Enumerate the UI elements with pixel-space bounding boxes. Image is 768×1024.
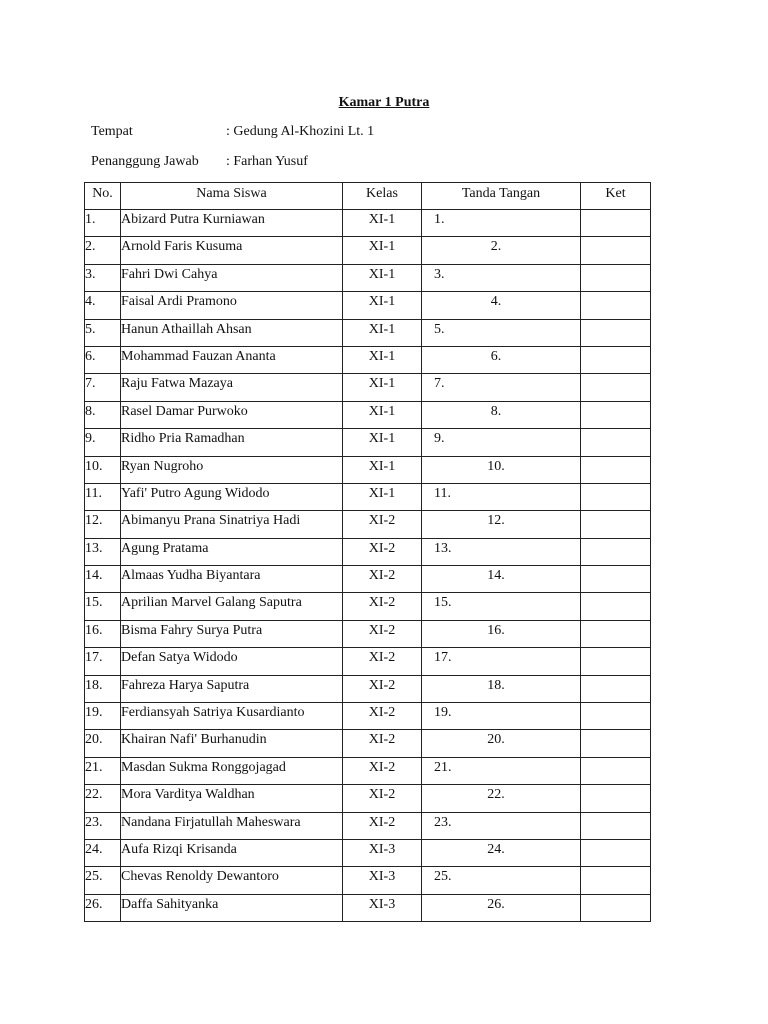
note-cell[interactable]: [581, 511, 651, 538]
table-row: [85, 812, 651, 839]
table-header-row: [85, 183, 651, 210]
place-label: Tempat: [91, 124, 133, 139]
student-name: Chevas Renoldy Dewantoro: [121, 867, 343, 894]
signature-cell[interactable]: 1.: [422, 210, 581, 237]
row-number: 12.: [85, 511, 121, 538]
row-number: 18.: [85, 675, 121, 702]
student-class: XI-1: [343, 401, 422, 428]
student-class: XI-2: [343, 785, 422, 812]
person-in-charge-value: : Farhan Yusuf: [226, 154, 308, 169]
table-row: [85, 210, 651, 237]
row-number: 16.: [85, 620, 121, 647]
student-class: XI-1: [343, 264, 422, 291]
student-name: Arnold Faris Kusuma: [121, 237, 343, 264]
student-class: XI-2: [343, 566, 422, 593]
student-class: XI-3: [343, 839, 422, 866]
signature-cell[interactable]: 20.: [422, 730, 581, 757]
student-name: Nandana Firjatullah Maheswara: [121, 812, 343, 839]
row-number: 10.: [85, 456, 121, 483]
student-class: XI-1: [343, 319, 422, 346]
student-name: Abizard Putra Kurniawan: [121, 210, 343, 237]
student-class: XI-2: [343, 593, 422, 620]
student-name: Bisma Fahry Surya Putra: [121, 620, 343, 647]
student-name: Daffa Sahityanka: [121, 894, 343, 921]
student-class: XI-2: [343, 757, 422, 784]
signature-cell[interactable]: 23.: [422, 812, 581, 839]
signature-cell[interactable]: 9.: [422, 429, 581, 456]
row-number: 13.: [85, 538, 121, 565]
note-cell[interactable]: [581, 264, 651, 291]
signature-cell[interactable]: 19.: [422, 703, 581, 730]
note-cell[interactable]: [581, 319, 651, 346]
table-row: [85, 648, 651, 675]
table-row: [85, 319, 651, 346]
note-cell[interactable]: [581, 730, 651, 757]
student-class: XI-3: [343, 867, 422, 894]
signature-cell[interactable]: 21.: [422, 757, 581, 784]
student-class: XI-1: [343, 292, 422, 319]
table-row: [85, 483, 651, 510]
student-class: XI-1: [343, 237, 422, 264]
student-class: XI-1: [343, 210, 422, 237]
signature-cell[interactable]: 13.: [422, 538, 581, 565]
student-class: XI-2: [343, 675, 422, 702]
table-row: [85, 401, 651, 428]
table-row: [85, 620, 651, 647]
student-class: XI-1: [343, 483, 422, 510]
signature-cell[interactable]: 5.: [422, 319, 581, 346]
table-row: [85, 237, 651, 264]
student-class: XI-3: [343, 894, 422, 921]
table-row: [85, 538, 651, 565]
row-number: 11.: [85, 483, 121, 510]
note-cell[interactable]: [581, 456, 651, 483]
row-number: 15.: [85, 593, 121, 620]
row-number: 9.: [85, 429, 121, 456]
place-value: : Gedung Al-Khozini Lt. 1: [226, 124, 374, 139]
note-cell[interactable]: [581, 867, 651, 894]
signature-cell[interactable]: 2.: [422, 237, 581, 264]
note-cell[interactable]: [581, 812, 651, 839]
student-name: Ridho Pria Ramadhan: [121, 429, 343, 456]
signature-cell[interactable]: 3.: [422, 264, 581, 291]
signature-cell[interactable]: 8.: [422, 401, 581, 428]
note-cell[interactable]: [581, 374, 651, 401]
row-number: 8.: [85, 401, 121, 428]
row-number: 26.: [85, 894, 121, 921]
page-title: Kamar 1 Putra: [338, 95, 430, 110]
table-row: [85, 785, 651, 812]
row-number: 19.: [85, 703, 121, 730]
place-row: [91, 122, 374, 142]
student-class: XI-1: [343, 429, 422, 456]
student-name: Fahri Dwi Cahya: [121, 264, 343, 291]
note-cell[interactable]: [581, 566, 651, 593]
note-cell[interactable]: [581, 620, 651, 647]
student-name: Masdan Sukma Ronggojagad: [121, 757, 343, 784]
signature-cell[interactable]: 11.: [422, 483, 581, 510]
student-class: XI-2: [343, 511, 422, 538]
signature-cell[interactable]: 26.: [422, 894, 581, 921]
table-row: [85, 566, 651, 593]
note-cell[interactable]: [581, 401, 651, 428]
table-row: [85, 867, 651, 894]
table-row: [85, 264, 651, 291]
table-row: [85, 593, 651, 620]
student-name: Mora Varditya Waldhan: [121, 785, 343, 812]
student-class: XI-2: [343, 730, 422, 757]
signature-cell[interactable]: 10.: [422, 456, 581, 483]
row-number: 1.: [85, 210, 121, 237]
student-name: Abimanyu Prana Sinatriya Hadi: [121, 511, 343, 538]
table-row: [85, 839, 651, 866]
signature-cell[interactable]: 24.: [422, 839, 581, 866]
note-cell[interactable]: [581, 429, 651, 456]
note-cell[interactable]: [581, 675, 651, 702]
signature-cell[interactable]: 25.: [422, 867, 581, 894]
signature-cell[interactable]: 4.: [422, 292, 581, 319]
signature-cell[interactable]: 18.: [422, 675, 581, 702]
student-name: Aufa Rizqi Krisanda: [121, 839, 343, 866]
student-name: Fahreza Harya Saputra: [121, 675, 343, 702]
note-cell[interactable]: [581, 839, 651, 866]
signature-cell[interactable]: 6.: [422, 346, 581, 373]
note-cell[interactable]: [581, 785, 651, 812]
student-roster-table: [84, 182, 651, 922]
note-cell[interactable]: [581, 703, 651, 730]
note-cell[interactable]: [581, 538, 651, 565]
student-name: Raju Fatwa Mazaya: [121, 374, 343, 401]
header-name: Nama Siswa: [121, 183, 343, 210]
note-cell[interactable]: [581, 483, 651, 510]
signature-cell[interactable]: 14.: [422, 566, 581, 593]
table-row: [85, 456, 651, 483]
table-row: [85, 374, 651, 401]
student-class: XI-1: [343, 456, 422, 483]
row-number: 25.: [85, 867, 121, 894]
table-row: [85, 757, 651, 784]
note-cell[interactable]: [581, 210, 651, 237]
student-name: Agung Pratama: [121, 538, 343, 565]
row-number: 21.: [85, 757, 121, 784]
student-name: Yafi' Putro Agung Widodo: [121, 483, 343, 510]
row-number: 3.: [85, 264, 121, 291]
row-number: 4.: [85, 292, 121, 319]
note-cell[interactable]: [581, 593, 651, 620]
student-name: Faisal Ardi Pramono: [121, 292, 343, 319]
row-number: 2.: [85, 237, 121, 264]
row-number: 20.: [85, 730, 121, 757]
row-number: 17.: [85, 648, 121, 675]
note-cell[interactable]: [581, 894, 651, 921]
person-in-charge-row: [91, 152, 308, 172]
row-number: 6.: [85, 346, 121, 373]
student-class: XI-2: [343, 538, 422, 565]
student-name: Aprilian Marvel Galang Saputra: [121, 593, 343, 620]
signature-cell[interactable]: 15.: [422, 593, 581, 620]
student-class: XI-1: [343, 374, 422, 401]
student-name: Almaas Yudha Biyantara: [121, 566, 343, 593]
note-cell[interactable]: [581, 757, 651, 784]
header-signature: Tanda Tangan: [422, 183, 581, 210]
row-number: 5.: [85, 319, 121, 346]
signature-cell[interactable]: 7.: [422, 374, 581, 401]
student-name: Ryan Nugroho: [121, 456, 343, 483]
signature-cell[interactable]: 16.: [422, 620, 581, 647]
student-name: Ferdiansyah Satriya Kusardianto: [121, 703, 343, 730]
signature-cell[interactable]: 12.: [422, 511, 581, 538]
table-row: [85, 292, 651, 319]
student-name: Mohammad Fauzan Ananta: [121, 346, 343, 373]
row-number: 7.: [85, 374, 121, 401]
note-cell[interactable]: [581, 237, 651, 264]
signature-cell[interactable]: 17.: [422, 648, 581, 675]
header-class: Kelas: [343, 183, 422, 210]
table-row: [85, 730, 651, 757]
note-cell[interactable]: [581, 292, 651, 319]
student-name: Hanun Athaillah Ahsan: [121, 319, 343, 346]
table-row: [85, 429, 651, 456]
signature-cell[interactable]: 22.: [422, 785, 581, 812]
table-body: [85, 210, 651, 922]
student-name: Khairan Nafi' Burhanudin: [121, 730, 343, 757]
table-row: [85, 511, 651, 538]
student-class: XI-2: [343, 703, 422, 730]
header-note: Ket: [581, 183, 651, 210]
student-class: XI-1: [343, 346, 422, 373]
student-name: Defan Satya Widodo: [121, 648, 343, 675]
row-number: 23.: [85, 812, 121, 839]
row-number: 24.: [85, 839, 121, 866]
table-row: [85, 346, 651, 373]
note-cell[interactable]: [581, 346, 651, 373]
person-in-charge-label: Penanggung Jawab: [91, 154, 199, 169]
table-row: [85, 703, 651, 730]
row-number: 14.: [85, 566, 121, 593]
student-class: XI-2: [343, 620, 422, 647]
student-class: XI-2: [343, 812, 422, 839]
student-class: XI-2: [343, 648, 422, 675]
student-name: Rasel Damar Purwoko: [121, 401, 343, 428]
note-cell[interactable]: [581, 648, 651, 675]
table-row: [85, 675, 651, 702]
row-number: 22.: [85, 785, 121, 812]
table-row: [85, 894, 651, 921]
header-no: No.: [85, 183, 121, 210]
